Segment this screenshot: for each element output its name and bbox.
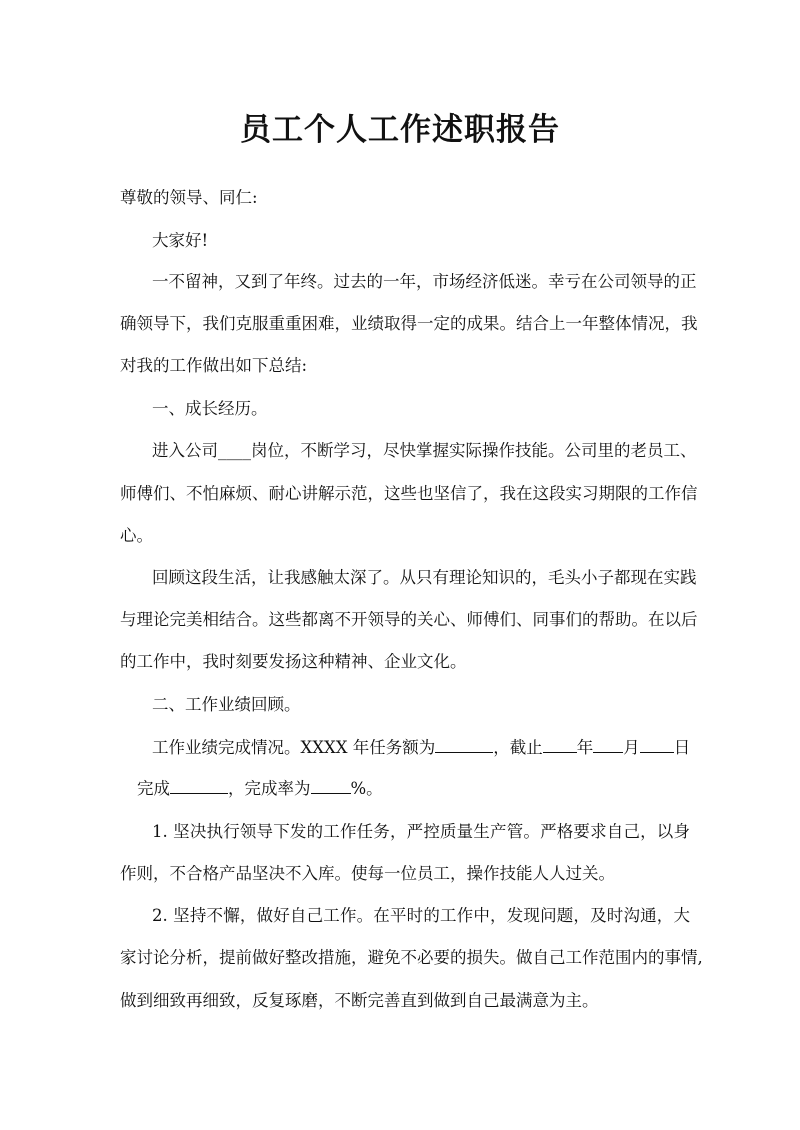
item-2-line-1: 2. 坚持不懈，做好自己工作。在平时的工作中，发现问题，及时沟通，大 (152, 906, 690, 925)
paragraph-2-line-1: 进入公司____岗位，不断学习，尽快掌握实际操作技能。公司里的老员工、 (152, 441, 697, 460)
performance-text-year: 年 (576, 738, 594, 757)
month-blank (593, 735, 623, 753)
section-1-heading: 一、成长经历。 (152, 399, 268, 418)
paragraph-1-line-1: 一不留神，又到了年终。过去的一年，市场经济低迷。幸亏在公司领导的正 (152, 272, 697, 291)
paragraph-3-line-2: 与理论完美相结合。这些都离不开领导的关心、师傅们、同事们的帮助。在以后 (120, 610, 698, 629)
paragraph-1-line-3: 对我的工作做出如下总结: (120, 356, 308, 375)
performance-line-2 (137, 776, 707, 801)
year-blank (543, 735, 577, 753)
item-2-line-2: 家讨论分析，提前做好整改措施，避免不必要的损失。做自己工作范围内的事情, (120, 948, 703, 967)
paragraph-2-line-3: 心。 (120, 526, 153, 545)
performance-line-1 (152, 735, 690, 760)
item-1-line-1: 1. 坚决执行领导下发的工作任务，严控质量生产管。严格要求自己，以身 (152, 822, 690, 841)
completed-amount-blank (170, 776, 228, 794)
performance-text-rate: ，完成率为 (228, 779, 311, 798)
performance-text-task: 工作业绩完成情况。XXXX 年任务额为 (152, 738, 436, 757)
completion-rate-blank (311, 776, 351, 794)
performance-text-percent: %。 (350, 779, 383, 798)
performance-text-month: 月 (623, 738, 640, 757)
salutation: 尊敬的领导、同仁: (120, 188, 258, 207)
paragraph-1-line-2: 确领导下，我们克服重重困难，业绩取得一定的成果。结合上一年整体情况，我 (120, 314, 698, 333)
greeting: 大家好! (152, 231, 209, 250)
performance-text-deadline: ，截止 (493, 738, 543, 757)
performance-text-day: 日 (673, 738, 691, 757)
document-title: 员工个人工作述职报告 (240, 112, 560, 148)
paragraph-3-line-1: 回顾这段生活，让我感触太深了。从只有理论知识的，毛头小子都现在实践 (152, 568, 697, 587)
section-2-heading: 二、工作业绩回顾。 (152, 695, 301, 714)
paragraph-2-line-2: 师傅们、不怕麻烦、耐心讲解示范，这些也坚信了，我在这段实习期限的工作信 (120, 484, 698, 503)
performance-text-complete: 完成 (137, 779, 170, 798)
task-amount-blank (435, 735, 493, 753)
day-blank (640, 735, 674, 753)
paragraph-3-line-3: 的工作中，我时刻要发扬这种精神、企业文化。 (120, 652, 467, 671)
item-1-line-2: 作则，不合格产品坚决不入库。使每一位员工，操作技能人人过关。 (120, 864, 615, 883)
item-2-line-3: 做到细致再细致，反复琢磨，不断完善直到做到自己最满意为主。 (120, 991, 599, 1010)
